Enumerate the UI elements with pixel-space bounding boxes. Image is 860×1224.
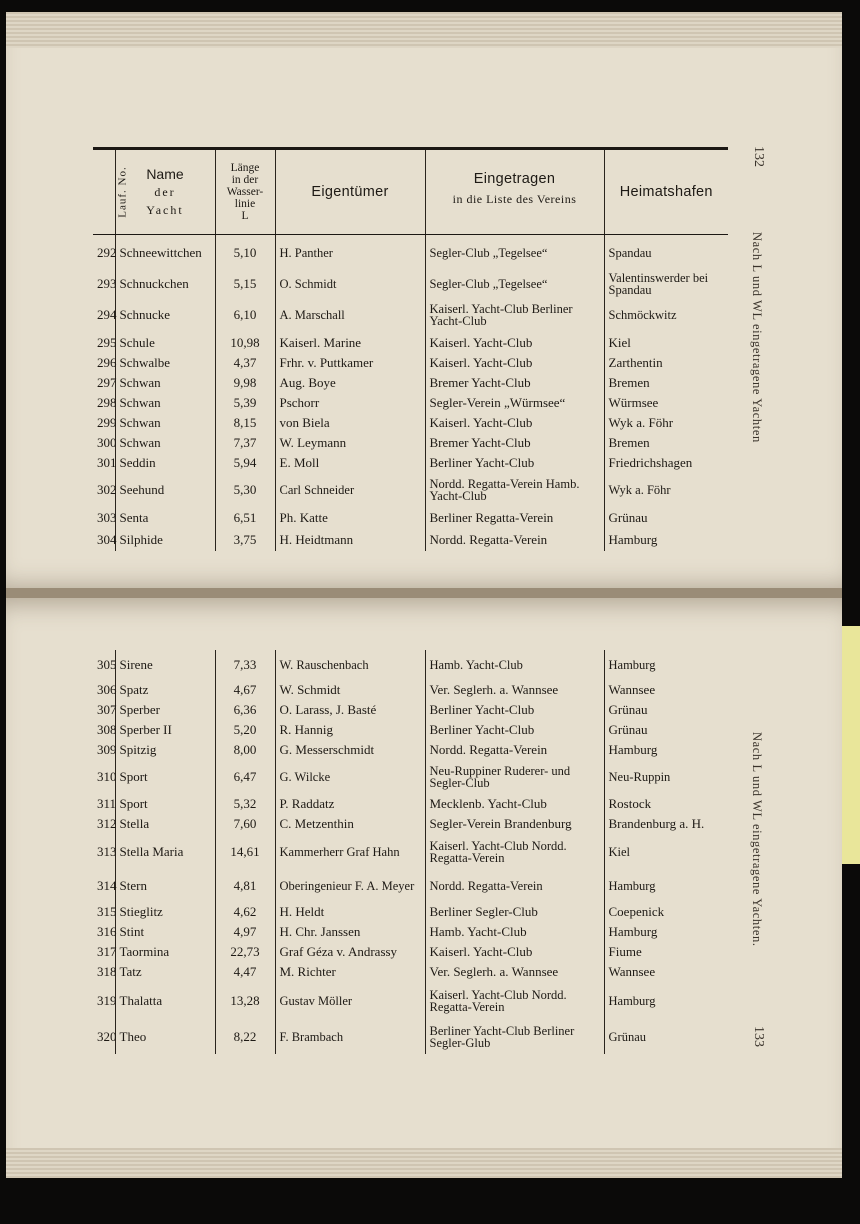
registered-club: Segler-Verein „Würmsee“: [425, 393, 604, 413]
owner: von Biela: [275, 413, 425, 433]
row-number: 304: [93, 529, 115, 551]
home-port: Hamburg: [608, 531, 658, 547]
row-number: 310: [93, 760, 115, 794]
yacht-name: Stieglitz: [115, 902, 215, 922]
page-edge-stack: [6, 12, 842, 48]
home-port: Grünau: [608, 509, 648, 525]
row-number: 293: [93, 271, 115, 297]
registered-club: Ver. Seglerh. a. Wannsee: [425, 680, 604, 700]
yacht-name: Sport: [115, 760, 215, 794]
row-number: 312: [93, 814, 115, 834]
waterline-length: 5,15: [215, 271, 275, 297]
row-number: 299: [93, 413, 115, 433]
waterline-length: 8,15: [215, 413, 275, 433]
waterline-length: 5,94: [215, 453, 275, 473]
registered-club: Kaiserl. Yacht-Club: [425, 413, 604, 433]
home-port: Wannsee: [608, 682, 656, 697]
row-number: 319: [93, 982, 115, 1020]
row-number: 313: [93, 834, 115, 870]
row-number: 311: [93, 794, 115, 814]
table-row: [93, 870, 728, 902]
home-port: Rostock: [608, 796, 652, 811]
home-port: Hamburg: [608, 994, 656, 1008]
home-port: Wyk a. Föhr: [608, 482, 671, 497]
yacht-name: Stint: [115, 922, 215, 942]
row-number: 317: [93, 942, 115, 962]
home-port: Schmöckwitz: [608, 307, 677, 322]
waterline-length: 5,39: [215, 393, 275, 413]
yacht-name: Senta: [115, 507, 215, 529]
table-row: [93, 529, 728, 551]
home-port: Hamburg: [608, 742, 658, 757]
registered-club: Nordd. Regatta-Verein: [425, 870, 604, 902]
waterline-length: 7,33: [215, 650, 275, 680]
row-number: 300: [93, 433, 115, 453]
waterline-length: 6,10: [215, 297, 275, 333]
owner: Graf Géza v. Andrassy: [275, 942, 425, 962]
owner: Frhr. v. Puttkamer: [275, 353, 425, 373]
row-number: 303: [93, 507, 115, 529]
registered-club: Nordd. Regatta-Verein: [425, 740, 604, 760]
row-number: 315: [93, 902, 115, 922]
owner: A. Marschall: [275, 297, 425, 333]
table-row: [93, 942, 728, 962]
yacht-name: Stella Maria: [115, 834, 215, 870]
row-number: 301: [93, 453, 115, 473]
home-port: Wyk a. Föhr: [608, 414, 674, 430]
waterline-length: 5,30: [215, 473, 275, 507]
table-row: [93, 982, 728, 1020]
row-number: 320: [93, 1020, 115, 1054]
home-port: Kiel: [608, 334, 631, 350]
owner: G. Wilcke: [275, 760, 425, 794]
owner: O. Larass, J. Basté: [275, 700, 425, 720]
registered-club: Bremer Yacht-Club: [425, 433, 604, 453]
row-number: 307: [93, 700, 115, 720]
waterline-length: 5,20: [215, 720, 275, 740]
owner: Aug. Boye: [275, 373, 425, 393]
owner: W. Schmidt: [275, 680, 425, 700]
home-port: Hamburg: [608, 658, 656, 672]
owner: G. Messerschmidt: [275, 740, 425, 760]
registered-club: Hamb. Yacht-Club: [425, 650, 604, 680]
table-row: [93, 473, 728, 507]
waterline-length: 3,75: [215, 529, 275, 551]
owner: H. Heidtmann: [275, 529, 425, 551]
table-row: [93, 235, 728, 271]
home-port: Valentinswerder bei Spandau: [608, 270, 709, 297]
waterline-length: 5,10: [215, 235, 275, 271]
column-header-number: Lauf. No.: [93, 149, 115, 235]
bookmark-tab: [842, 626, 860, 864]
waterline-length: 8,00: [215, 740, 275, 760]
owner: P. Raddatz: [275, 794, 425, 814]
table-row: [93, 373, 728, 393]
registered-club: Berliner Yacht-Club: [425, 720, 604, 740]
waterline-length: 13,28: [215, 982, 275, 1020]
table-row: [93, 297, 728, 333]
owner: M. Richter: [275, 962, 425, 982]
home-port: Grünau: [608, 702, 648, 717]
registered-club: Neu-Ruppiner Ruderer- und Segler-Club: [425, 760, 604, 794]
table-row: [93, 922, 728, 942]
column-header-registered: Eingetragen in die Liste des Vereins: [425, 149, 604, 235]
waterline-length: 4,62: [215, 902, 275, 922]
column-header-owner: Eigentümer: [275, 149, 425, 235]
yacht-name: Stella: [115, 814, 215, 834]
home-port: Bremen: [608, 434, 650, 450]
table-row: [93, 507, 728, 529]
table-row: [93, 650, 728, 680]
registered-club: Segler-Club „Tegelsee“: [425, 271, 604, 297]
row-number: 318: [93, 962, 115, 982]
registered-club: Nordd. Regatta-Verein Hamb. Yacht-Club: [425, 473, 604, 507]
yacht-name: Schule: [115, 333, 215, 353]
owner: E. Moll: [275, 453, 425, 473]
registered-club: Berliner Regatta-Verein: [425, 507, 604, 529]
owner: Carl Schneider: [275, 473, 425, 507]
row-number: 302: [93, 473, 115, 507]
yacht-name: Spitzig: [115, 740, 215, 760]
table-row: [93, 453, 728, 473]
yacht-register-table-page-132: [93, 147, 728, 551]
yacht-name: Theo: [115, 1020, 215, 1054]
home-port: Hamburg: [608, 924, 658, 939]
table-row: [93, 962, 728, 982]
owner: Pschorr: [275, 393, 425, 413]
yacht-name: Taormina: [115, 942, 215, 962]
yacht-name: Seddin: [115, 453, 215, 473]
table-row: [93, 271, 728, 297]
waterline-length: 4,37: [215, 353, 275, 373]
home-port: Wannsee: [608, 964, 656, 979]
home-port: Grünau: [608, 1030, 646, 1044]
row-number: 295: [93, 333, 115, 353]
owner: Gustav Möller: [275, 982, 425, 1020]
yacht-name: Schwan: [115, 393, 215, 413]
row-number: 298: [93, 393, 115, 413]
waterline-length: 6,47: [215, 760, 275, 794]
yacht-name: Sirene: [115, 650, 215, 680]
table-row: [93, 1020, 728, 1054]
waterline-length: 14,61: [215, 834, 275, 870]
yacht-name: Sperber II: [115, 720, 215, 740]
registered-club: Kaiserl. Yacht-Club: [425, 942, 604, 962]
row-number: 309: [93, 740, 115, 760]
column-header-length: Länge in der Wasser- linie L: [215, 149, 275, 235]
home-port: Würmsee: [608, 394, 659, 410]
waterline-length: 4,97: [215, 922, 275, 942]
waterline-length: 4,81: [215, 870, 275, 902]
table-row: [93, 814, 728, 834]
table-row: [93, 794, 728, 814]
owner: F. Brambach: [275, 1020, 425, 1054]
home-port: Neu-Ruppin: [608, 770, 671, 784]
table-row: [93, 720, 728, 740]
row-number: 294: [93, 297, 115, 333]
home-port: Coepenick: [608, 904, 665, 919]
yacht-name: Silphide: [115, 529, 215, 551]
table-row: [93, 353, 728, 373]
yacht-name: Stern: [115, 870, 215, 902]
yacht-name: Thalatta: [115, 982, 215, 1020]
waterline-length: 8,22: [215, 1020, 275, 1054]
yacht-name: Sport: [115, 794, 215, 814]
registered-club: Berliner Segler-Club: [425, 902, 604, 922]
yacht-name: Schnucke: [115, 297, 215, 333]
owner: Kammerherr Graf Hahn: [275, 834, 425, 870]
row-number: 292: [93, 235, 115, 271]
table-row: [93, 393, 728, 413]
column-header-name: Name der Yacht: [115, 149, 215, 235]
registered-club: Segler-Club „Tegelsee“: [425, 235, 604, 271]
owner: Kaiserl. Marine: [275, 333, 425, 353]
yacht-name: Spatz: [115, 680, 215, 700]
home-port: Fiume: [608, 944, 642, 959]
page-edge-stack: [6, 1148, 842, 1178]
row-number: 308: [93, 720, 115, 740]
page-number-132: 132: [751, 146, 766, 167]
table-row: [93, 902, 728, 922]
owner: H. Chr. Janssen: [275, 922, 425, 942]
owner: H. Heldt: [275, 902, 425, 922]
owner: O. Schmidt: [275, 271, 425, 297]
yacht-name: Schnuckchen: [115, 271, 215, 297]
row-number: 316: [93, 922, 115, 942]
row-number: 296: [93, 353, 115, 373]
waterline-length: 9,98: [215, 373, 275, 393]
waterline-length: 6,51: [215, 507, 275, 529]
owner: Ph. Katte: [275, 507, 425, 529]
home-port: Bremen: [608, 374, 650, 390]
registered-club: Kaiserl. Yacht-Club: [425, 333, 604, 353]
column-header-home-port: Heimatshafen: [604, 149, 728, 235]
yacht-name: Seehund: [115, 473, 215, 507]
home-port: Hamburg: [608, 879, 656, 893]
registered-club: Kaiserl. Yacht-Club: [425, 353, 604, 373]
waterline-length: 6,36: [215, 700, 275, 720]
owner: R. Hannig: [275, 720, 425, 740]
table-header-row: [93, 149, 728, 235]
registered-club: Berliner Yacht-Club: [425, 700, 604, 720]
row-number: 306: [93, 680, 115, 700]
waterline-length: 4,47: [215, 962, 275, 982]
yacht-name: Sperber: [115, 700, 215, 720]
table-row: [93, 680, 728, 700]
table-row: [93, 834, 728, 870]
yacht-name: Schneewittchen: [115, 235, 215, 271]
row-number: 305: [93, 650, 115, 680]
registered-club: Segler-Verein Brandenburg: [425, 814, 604, 834]
table-row: [93, 333, 728, 353]
owner: Oberingenieur F. A. Meyer: [275, 870, 425, 902]
page-number-133: 133: [751, 1026, 766, 1047]
waterline-length: 10,98: [215, 333, 275, 353]
registered-club: Berliner Yacht-Club: [425, 453, 604, 473]
owner: C. Metzenthin: [275, 814, 425, 834]
owner: H. Panther: [275, 235, 425, 271]
registered-club: Berliner Yacht-Club Berliner Segler-Glub: [425, 1020, 604, 1054]
table-row: [93, 740, 728, 760]
waterline-length: 7,37: [215, 433, 275, 453]
home-port: Friedrichshagen: [608, 454, 693, 470]
registered-club: Bremer Yacht-Club: [425, 373, 604, 393]
home-port: Zarthentin: [608, 354, 663, 370]
table-row: [93, 433, 728, 453]
yacht-name: Schwan: [115, 433, 215, 453]
home-port: Spandau: [608, 245, 652, 260]
waterline-length: 4,67: [215, 680, 275, 700]
owner: W. Leymann: [275, 433, 425, 453]
table-row: [93, 760, 728, 794]
waterline-length: 22,73: [215, 942, 275, 962]
waterline-length: 5,32: [215, 794, 275, 814]
row-number: 314: [93, 870, 115, 902]
table-row: [93, 413, 728, 433]
registered-club: Kaiserl. Yacht-Club Nordd. Regatta-Verein: [425, 982, 604, 1020]
yacht-name: Tatz: [115, 962, 215, 982]
registered-club: Nordd. Regatta-Verein: [425, 529, 604, 551]
registered-club: Hamb. Yacht-Club: [425, 922, 604, 942]
home-port: Brandenburg a. H.: [608, 816, 705, 831]
registered-club: Kaiserl. Yacht-Club Berliner Yacht-Club: [425, 297, 604, 333]
registered-club: Kaiserl. Yacht-Club Nordd. Regatta-Verein: [425, 834, 604, 870]
home-port: Kiel: [608, 845, 631, 859]
yacht-register-table-page-133: [93, 650, 728, 1054]
registered-club: Ver. Seglerh. a. Wannsee: [425, 962, 604, 982]
running-head-page-132: Nach L und WL eingetragene Yachten: [750, 232, 764, 443]
row-number: 297: [93, 373, 115, 393]
running-head-page-133: Nach L und WL eingetragene Yachten.: [750, 732, 764, 947]
home-port: Grünau: [608, 722, 648, 737]
yacht-name: Schwan: [115, 373, 215, 393]
registered-club: Mecklenb. Yacht-Club: [425, 794, 604, 814]
waterline-length: 7,60: [215, 814, 275, 834]
owner: W. Rauschenbach: [275, 650, 425, 680]
yacht-name: Schwan: [115, 413, 215, 433]
table-row: [93, 700, 728, 720]
yacht-name: Schwalbe: [115, 353, 215, 373]
